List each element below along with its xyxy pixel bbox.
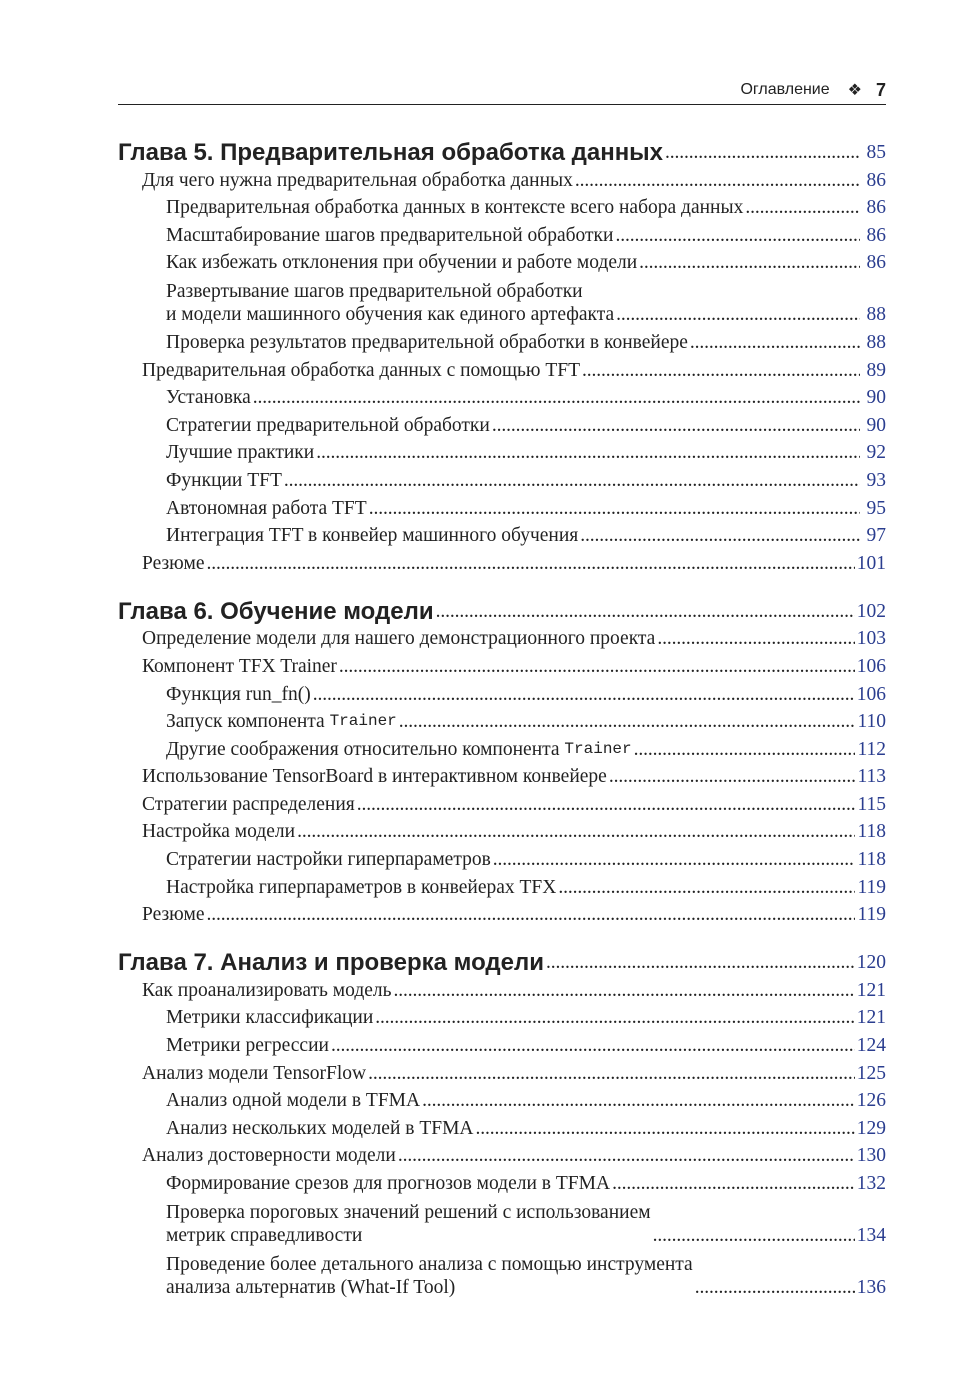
dot-leader: [253, 386, 860, 409]
dot-leader: [316, 441, 860, 464]
toc-page-number[interactable]: 86: [866, 224, 886, 246]
toc-entry[interactable]: [118, 899, 886, 927]
toc-page-number[interactable]: 102: [856, 600, 886, 622]
dot-leader: [634, 738, 856, 761]
dot-leader: [546, 951, 855, 974]
toc-entry-title: Функция run_fn(): [166, 683, 311, 705]
toc-page-number[interactable]: 89: [866, 359, 886, 381]
toc-entry[interactable]: [118, 1112, 886, 1140]
toc-entry-title: Запуск компонента: [166, 711, 330, 733]
toc-entry-title: Настройка модели: [142, 821, 296, 843]
dot-leader: [745, 196, 860, 219]
toc-entry-title: Резюме: [142, 904, 205, 926]
toc-entry[interactable]: [118, 1057, 886, 1085]
toc-page-number[interactable]: 86: [866, 197, 886, 219]
toc-entry-title: Глава 5. Предварительная обработка данных: [118, 139, 664, 166]
toc-entry[interactable]: [118, 409, 886, 437]
toc-page-number[interactable]: 92: [866, 442, 886, 464]
toc-entry-title: Предварительная обработка данных с помощью TFT: [142, 359, 581, 381]
toc-entry[interactable]: [118, 706, 886, 734]
toc-entry-code: Trainer: [329, 712, 397, 731]
toc-entry-title: Определение модели для нашего демонстрационного проекта: [142, 628, 656, 650]
toc-page-number[interactable]: 136: [856, 1277, 886, 1298]
dot-leader: [665, 141, 860, 164]
toc-entry[interactable]: [118, 623, 886, 651]
toc-entry-title: Другие соображения относительно компонента: [166, 738, 565, 760]
toc-page-number[interactable]: 85: [866, 142, 886, 163]
dot-leader: [493, 848, 856, 871]
toc-entry[interactable]: [118, 843, 886, 871]
header-page-number: 7: [875, 79, 886, 100]
toc-page-number[interactable]: 119: [857, 876, 886, 898]
toc-page-number[interactable]: 119: [857, 904, 886, 926]
toc-page-number[interactable]: 118: [857, 849, 886, 871]
dot-leader: [399, 710, 856, 733]
toc-entry-title: Как проанализировать модель: [142, 979, 392, 1001]
dot-leader: [368, 1062, 855, 1085]
toc-page-number[interactable]: 97: [866, 525, 886, 547]
toc-entry[interactable]: [118, 678, 886, 706]
dot-leader: [695, 1276, 855, 1299]
ornament-icon: ❖: [847, 82, 862, 99]
toc-entry[interactable]: [118, 1167, 886, 1195]
toc-entry-title: Автономная работа TFT: [166, 497, 367, 519]
toc-page-number[interactable]: 93: [866, 469, 886, 491]
dot-leader: [580, 524, 860, 547]
toc-entry-title: Использование TensorBoard в интерактивном конвейере: [142, 766, 607, 788]
dot-leader: [369, 497, 860, 520]
toc-page-number[interactable]: 126: [856, 1090, 886, 1112]
toc-entry[interactable]: [118, 247, 886, 275]
toc-entry-title: Настройка гиперпараметров в конвейерах TFX: [166, 876, 557, 898]
toc-entry[interactable]: [118, 492, 886, 520]
toc-chapter[interactable]: [118, 583, 886, 623]
toc-entry[interactable]: [118, 1029, 886, 1057]
dot-leader: [615, 224, 860, 247]
toc-page-number[interactable]: 86: [866, 252, 886, 274]
dot-leader: [207, 552, 855, 575]
toc-entry-title: Установка: [166, 387, 251, 409]
dot-leader: [612, 1172, 855, 1195]
toc-chapter[interactable]: [118, 124, 886, 164]
toc-page-number[interactable]: 124: [856, 1035, 886, 1057]
dot-leader: [492, 414, 860, 437]
toc-entry-title: Формирование срезов для прогнозов модели в TFMA: [166, 1173, 611, 1194]
dot-leader: [375, 1006, 854, 1029]
dot-leader: [422, 1089, 855, 1112]
toc-entry[interactable]: [118, 788, 886, 816]
toc-page-number[interactable]: 110: [857, 711, 886, 733]
toc-page-number[interactable]: 106: [856, 683, 886, 705]
dot-leader: [436, 600, 855, 623]
toc-entry[interactable]: [118, 219, 886, 247]
toc-chapter[interactable]: [118, 934, 886, 977]
toc-entry[interactable]: [118, 382, 886, 410]
dot-leader: [331, 1034, 855, 1057]
toc-page-number[interactable]: 130: [856, 1145, 886, 1167]
toc-page-number[interactable]: 86: [866, 169, 886, 191]
toc-entry-title: Стратегии настройки гиперпараметров: [166, 849, 491, 871]
toc-entry-title: Стратегии распределения: [142, 793, 355, 815]
dot-leader: [313, 683, 855, 706]
toc-entry-title: Развертывание шагов предварительной обработки и модели машинного обучения как единого артефакта: [166, 281, 615, 326]
toc-page-number[interactable]: 134: [856, 1225, 886, 1246]
header-rule: [118, 104, 886, 105]
toc-page-number[interactable]: 115: [857, 793, 886, 815]
dot-leader: [398, 1144, 855, 1167]
toc-entry[interactable]: [118, 1002, 886, 1030]
toc-entry[interactable]: [118, 1195, 886, 1247]
toc-page-number[interactable]: 90: [866, 414, 886, 436]
toc-page-number[interactable]: 121: [856, 1007, 886, 1029]
toc-entry-title: Как избежать отклонения при обучении и работе модели: [166, 252, 638, 274]
running-header: [118, 78, 886, 102]
toc-entry[interactable]: [118, 761, 886, 789]
dot-leader: [582, 359, 860, 382]
toc-entry[interactable]: [118, 437, 886, 465]
toc-page-number[interactable]: 129: [856, 1117, 886, 1139]
header-title: Оглавление: [740, 81, 830, 98]
dot-leader: [284, 469, 860, 492]
toc-entry-title: Анализ достоверности модели: [142, 1145, 396, 1167]
toc-entry[interactable]: [118, 816, 886, 844]
toc-entry-title: Стратегии предварительной обработки: [166, 414, 490, 436]
dot-leader: [297, 820, 855, 843]
dot-leader: [690, 331, 860, 354]
toc-entry-title: Проведение более детального анализа с помощью инструмента анализа альтернатив (What-If Tool): [166, 1254, 693, 1298]
toc-entry[interactable]: [118, 1247, 886, 1299]
toc-page-number[interactable]: 103: [856, 628, 886, 650]
toc-entry-title: Глава 6. Обучение модели: [118, 597, 434, 625]
dot-leader: [394, 979, 855, 1002]
toc-entry[interactable]: [118, 974, 886, 1002]
toc-entry[interactable]: [118, 354, 886, 382]
toc-page-number[interactable]: 112: [857, 738, 886, 760]
toc-entry-title: Масштабирование шагов предварительной обработки: [166, 224, 614, 246]
toc-entry-title: Предварительная обработка данных в контексте всего набора данных: [166, 197, 744, 219]
toc-entry[interactable]: [118, 520, 886, 548]
toc-page-number[interactable]: 88: [866, 304, 886, 326]
toc-entry-title: Метрики регрессии: [166, 1035, 329, 1057]
toc-entry[interactable]: [118, 274, 886, 326]
toc-page-number[interactable]: 95: [866, 497, 886, 519]
toc-page-number[interactable]: 113: [857, 766, 886, 788]
toc-entry-title: Метрики классификации: [166, 1007, 374, 1029]
dot-leader: [357, 793, 856, 816]
toc-entry-code: Trainer: [564, 739, 632, 758]
dot-leader: [339, 655, 855, 678]
toc-entry[interactable]: [118, 871, 886, 899]
dot-leader: [657, 627, 854, 650]
toc-page-number[interactable]: 132: [856, 1173, 886, 1194]
dot-leader: [476, 1117, 855, 1140]
toc-entry-title: Компонент TFX Trainer: [142, 655, 337, 677]
toc-entry-title: Функции TFT: [166, 469, 282, 491]
toc-entry-title: Резюме: [142, 552, 205, 574]
dot-leader: [653, 1224, 855, 1247]
dot-leader: [575, 169, 860, 192]
toc-page-number[interactable]: 106: [856, 655, 886, 677]
toc-entry-title: Анализ нескольких моделей в TFMA: [166, 1117, 474, 1139]
table-of-contents: [118, 124, 886, 1299]
toc-entry-title: Анализ одной модели в TFMA: [166, 1090, 421, 1112]
dot-leader: [558, 876, 855, 899]
toc-page-number[interactable]: 118: [857, 821, 886, 843]
toc-entry[interactable]: [118, 650, 886, 678]
dot-leader: [207, 903, 856, 926]
toc-entry-title: Глава 7. Анализ и проверка модели: [118, 949, 544, 977]
toc-entry-title: Проверка пороговых значений решений с использованием метрик справедливости: [166, 1202, 651, 1246]
toc-entry[interactable]: [118, 733, 886, 761]
toc-page-number[interactable]: 120: [856, 952, 886, 974]
toc-entry[interactable]: [118, 164, 886, 192]
toc-page-number[interactable]: 90: [866, 387, 886, 409]
toc-entry-title: Лучшие практики: [166, 442, 315, 464]
toc-page-number[interactable]: 121: [856, 979, 886, 1001]
dot-leader: [639, 251, 860, 274]
toc-entry[interactable]: [118, 326, 886, 354]
toc-page-number[interactable]: 88: [866, 331, 886, 353]
toc-entry[interactable]: [118, 1140, 886, 1168]
toc-entry[interactable]: [118, 547, 886, 575]
toc-entry[interactable]: [118, 464, 886, 492]
toc-entry[interactable]: [118, 1085, 886, 1113]
toc-page-number[interactable]: 125: [856, 1062, 886, 1084]
dot-leader: [616, 303, 860, 326]
toc-entry-title: Интеграция TFT в конвейер машинного обучения: [166, 525, 579, 547]
toc-entry-title: Анализ модели TensorFlow: [142, 1062, 367, 1084]
toc-entry-title: Для чего нужна предварительная обработка данных: [142, 169, 573, 191]
toc-entry-title: Проверка результатов предварительной обработки в конвейере: [166, 331, 688, 353]
dot-leader: [609, 765, 856, 788]
toc-entry[interactable]: [118, 192, 886, 220]
toc-page-number[interactable]: 101: [856, 552, 886, 574]
